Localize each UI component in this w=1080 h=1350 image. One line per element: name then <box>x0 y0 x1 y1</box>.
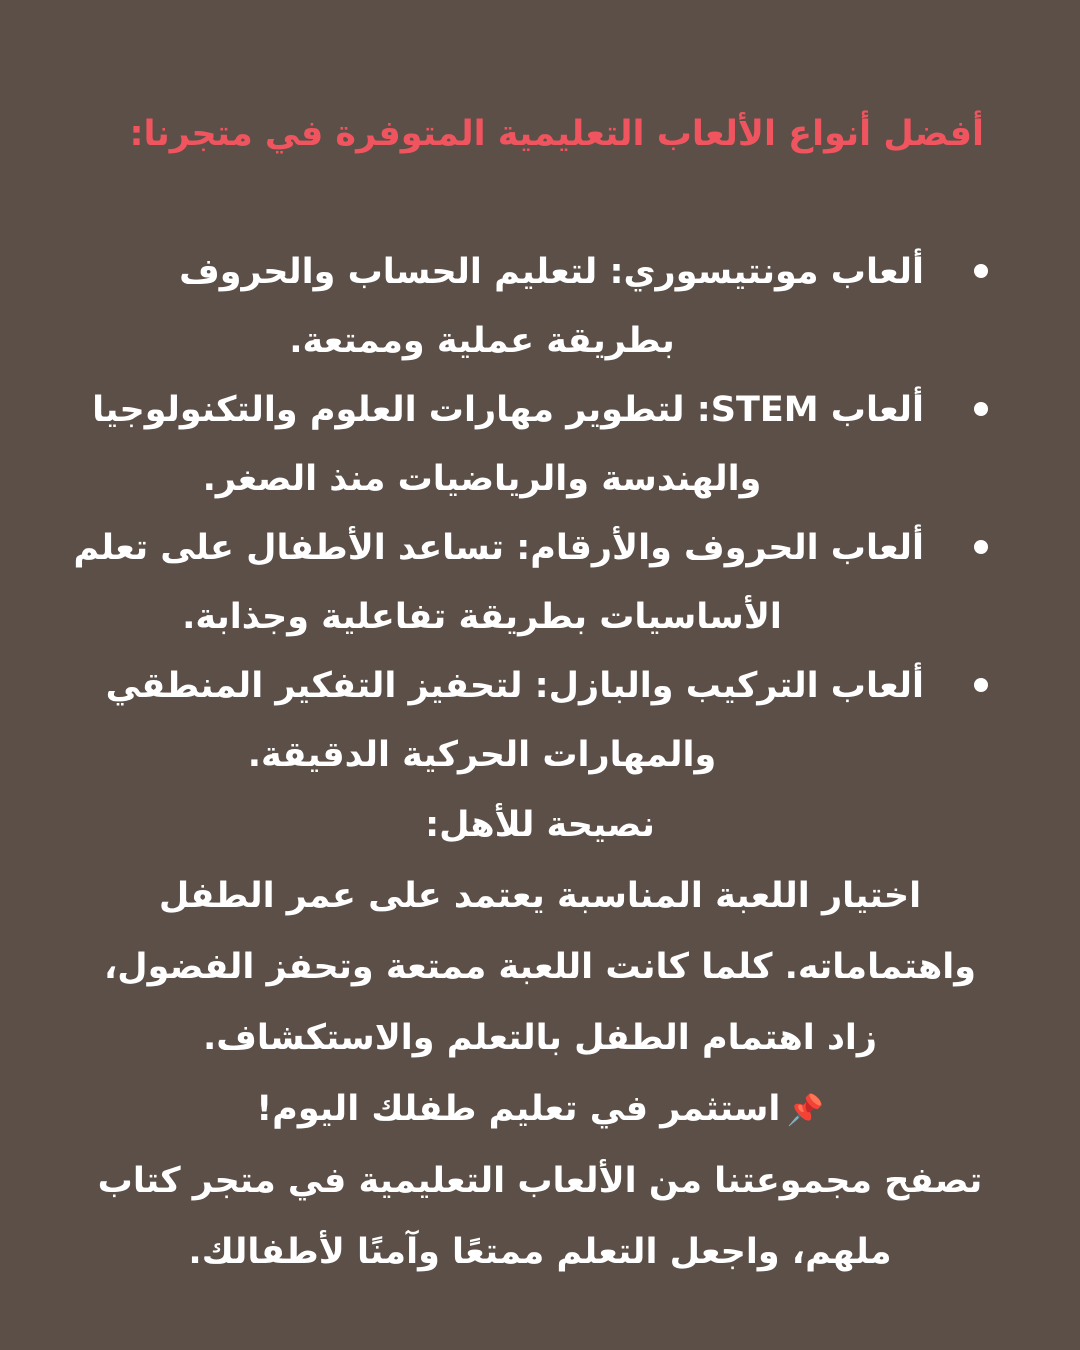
page-title: أفضل أنواع الألعاب التعليمية المتوفرة في متجرنا: <box>129 114 984 154</box>
list-item-line: ألعاب الحروف والأرقام: تساعد الأطفال على تعلم <box>73 528 924 568</box>
list-item-puzzles <box>40 652 996 790</box>
list-item-line: بطريقة عملية وممتعة. <box>289 321 675 361</box>
list-item-line: الأساسيات بطريقة تفاعلية وجذابة. <box>182 597 782 637</box>
advice-heading: نصيحة للأهل: <box>425 805 655 845</box>
parents-advice <box>30 790 1050 1288</box>
list-item-line: ألعاب STEM: لتطوير مهارات العلوم والتكنولوجيا <box>92 390 924 430</box>
list-item-stem <box>40 376 996 514</box>
call-to-action <box>30 1074 1050 1146</box>
list-item-line: والهندسة والرياضيات منذ الصغر. <box>202 459 762 499</box>
bullet-dot-icon <box>974 402 988 416</box>
advice-text-line: واهتماماته. كلما كانت اللعبة ممتعة وتحفز الفضول، <box>103 947 977 987</box>
advice-text-line: زاد اهتمام الطفل بالتعلم والاستكشاف. <box>202 1018 878 1058</box>
bullet-dot-icon <box>974 540 988 554</box>
call-to-action-text: استثمر في تعليم طفلك اليوم! <box>256 1089 781 1129</box>
advice-text-line: ملهم، واجعل التعلم ممتعًا وآمنًا لأطفالك. <box>188 1231 892 1272</box>
advice-text-line: اختيار اللعبة المناسبة يعتمد على عمر الطفل <box>158 876 922 916</box>
list-item-line: والمهارات الحركية الدقيقة. <box>247 735 717 775</box>
pushpin-icon: 📌 <box>786 1092 824 1128</box>
list-item-line: ألعاب مونتيسوري: لتعليم الحساب والحروف <box>179 252 924 292</box>
list-item-montessori <box>40 238 996 376</box>
bullet-dot-icon <box>974 678 988 692</box>
bullet-dot-icon <box>974 264 988 278</box>
toy-types-list <box>40 238 996 790</box>
list-item-line: ألعاب التركيب والبازل: لتحفيز التفكير المنطقي <box>105 666 924 706</box>
advice-text-line: تصفح مجموعتنا من الألعاب التعليمية في متجر كتاب <box>97 1160 983 1201</box>
list-item-letters-numbers <box>40 514 996 652</box>
